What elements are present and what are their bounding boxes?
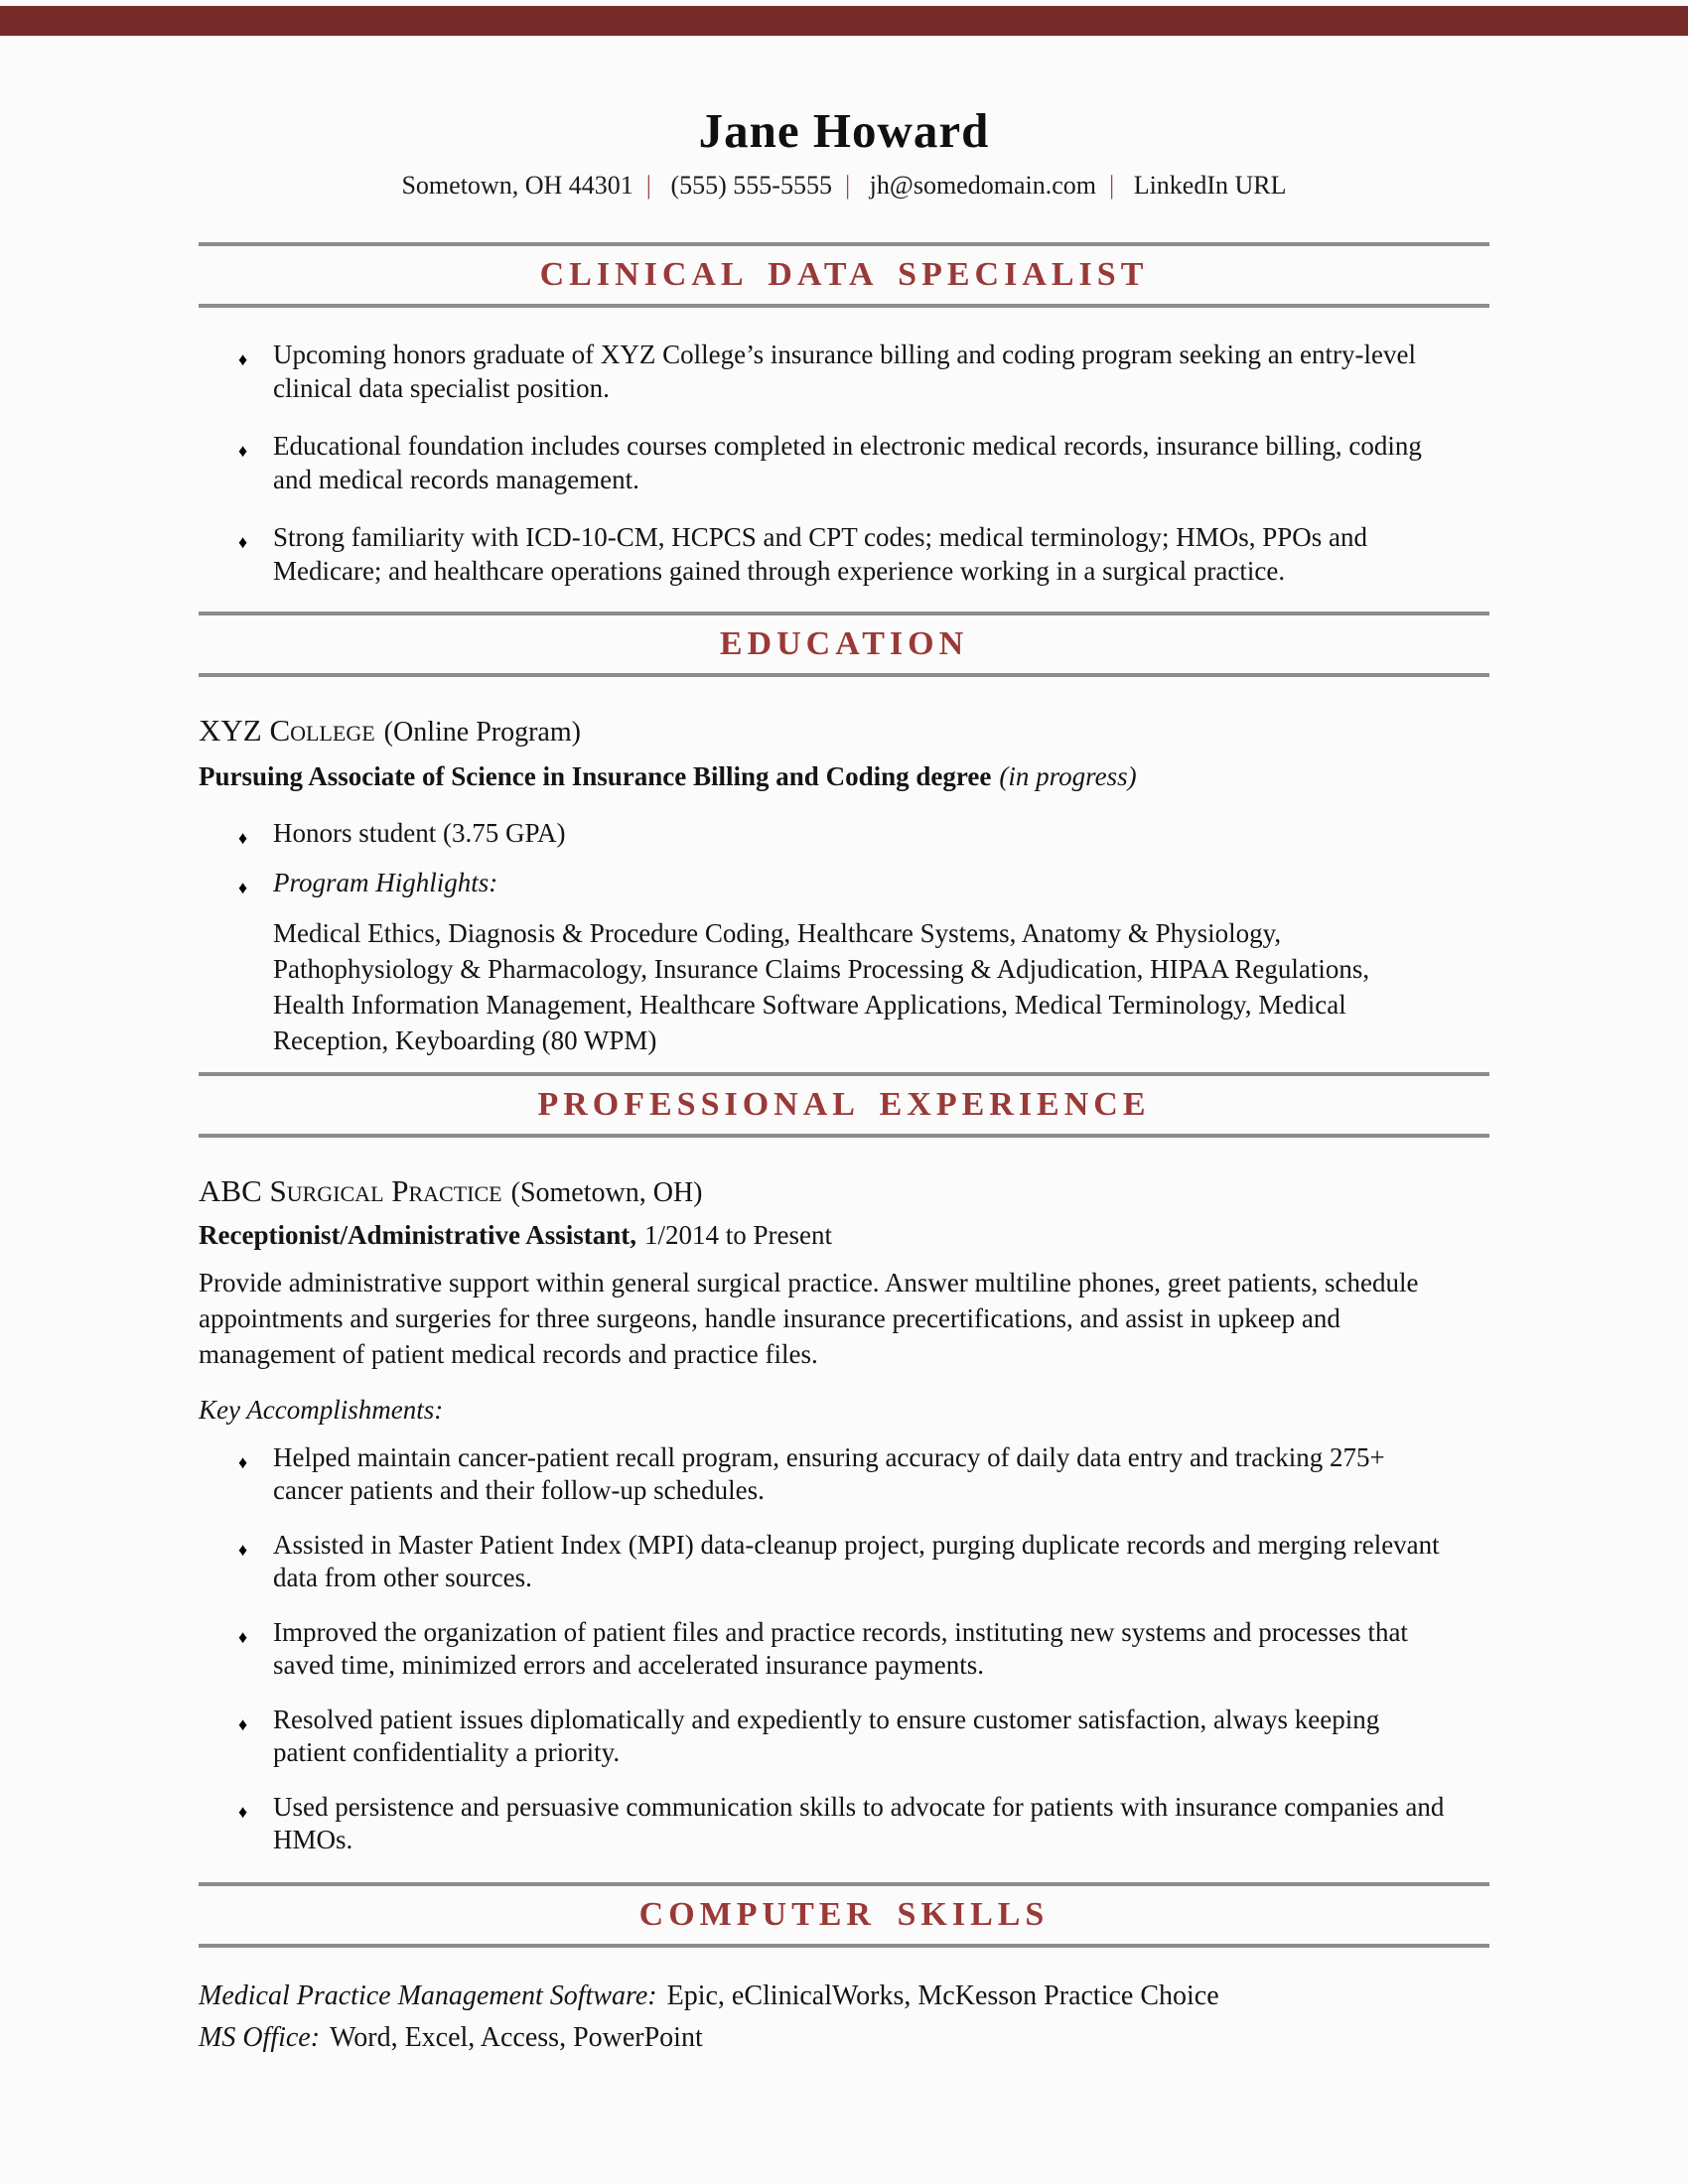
summary-bullet — [199, 520, 1489, 588]
honors-text: Honors student (3.75 GPA) — [273, 818, 566, 848]
contact-item: Sometown, OH 44301 — [401, 171, 633, 200]
employment-dates: 1/2014 to Present — [644, 1220, 832, 1250]
top-accent-bar — [0, 6, 1688, 36]
headline-banner — [199, 242, 1489, 308]
degree-name: Pursuing Associate of Science in Insurance Billing and Coding degree — [199, 761, 992, 791]
skill-row — [199, 2017, 1489, 2059]
contact-line — [199, 169, 1489, 203]
employer-line — [199, 1173, 1489, 1211]
education-bullet-honors — [199, 816, 1489, 850]
education-bullet-highlights — [199, 866, 1489, 899]
diamond-bullet-icon: ♦ — [238, 441, 248, 461]
skill-values: Word, Excel, Access, PowerPoint — [330, 2022, 703, 2053]
experience-section-title: PROFESSIONAL EXPERIENCE — [537, 1086, 1151, 1123]
section-heading-education — [199, 612, 1489, 677]
accomplishment-bullet — [199, 1616, 1489, 1682]
skills-rows — [199, 1976, 1489, 2059]
accomplishment-bullet — [199, 1791, 1489, 1856]
school-note: (Online Program) — [383, 717, 581, 748]
degree-status: (in progress) — [999, 761, 1137, 791]
program-highlights-label: Program Highlights: — [273, 868, 498, 897]
education-block — [199, 713, 1489, 1058]
employer-name: ABC Surgical Practice — [199, 1173, 502, 1208]
accomplishment-text: Assisted in Master Patient Index (MPI) data-cleanup project, purging duplicate records and merging relevant data from other sources. — [273, 1530, 1440, 1592]
education-section-title: EDUCATION — [719, 625, 969, 662]
role-line — [199, 1219, 1489, 1251]
diamond-bullet-icon: ♦ — [238, 532, 248, 552]
accomplishment-text: Used persistence and persuasive communication skills to advocate for patients with insurance companies and HMOs. — [273, 1792, 1445, 1854]
accomplishment-text: Resolved patient issues diplomatically and expediently to ensure customer satisfaction, always keeping patient confidentiality a priority. — [273, 1705, 1380, 1767]
contact-item: (555) 555-5555 — [670, 171, 832, 200]
contact-separator: | — [844, 171, 851, 200]
skill-category-label: MS Office: — [199, 2022, 321, 2053]
summary-bullet-text: Educational foundation includes courses completed in electronic medical records, insurance billing, coding and medical records management. — [273, 431, 1422, 494]
accomplishment-text: Improved the organization of patient files and practice records, instituting new systems and processes that saved time, minimized errors and accelerated insurance payments. — [273, 1617, 1408, 1680]
program-highlights-text: Medical Ethics, Diagnosis & Procedure Coding, Healthcare Systems, Anatomy & Physiology, Pathophysiology & Pharmacology, Insurance Claims Processing & Adjudication, HIPAA Regulations, Health Information Management, Healthcare Software Applications, Medical Terminology, Medical Reception, Keyboarding (80 WPM) — [273, 918, 1370, 1055]
diamond-bullet-icon: ♦ — [238, 1627, 248, 1647]
employer-location: (Sometown, OH) — [510, 1177, 703, 1208]
key-accomplishments-label: Key Accomplishments: — [199, 1395, 444, 1425]
summary-bullet-text: Strong familiarity with ICD-10-CM, HCPCS and CPT codes; medical terminology; HMOs, PPOs and Medicare; and healthcare operations gained through experience working in a surgical practice. — [273, 522, 1367, 586]
skill-values: Epic, eClinicalWorks, McKesson Practice Choice — [666, 1980, 1219, 2011]
diamond-bullet-icon: ♦ — [238, 1802, 248, 1822]
diamond-bullet-icon: ♦ — [238, 1452, 248, 1472]
diamond-bullet-icon: ♦ — [238, 828, 248, 848]
diamond-bullet-icon: ♦ — [238, 1540, 248, 1560]
contact-separator: | — [645, 171, 651, 200]
diamond-bullet-icon: ♦ — [238, 349, 248, 369]
school-line — [199, 713, 1489, 751]
job-title: Receptionist/Administrative Assistant, — [199, 1220, 636, 1250]
degree-line — [199, 760, 1489, 792]
diamond-bullet-icon: ♦ — [238, 878, 248, 897]
accomplishment-bullet — [199, 1441, 1489, 1507]
page-title: Jane Howard — [698, 103, 990, 158]
section-heading-experience — [199, 1072, 1489, 1138]
experience-block — [199, 1173, 1489, 1856]
summary-bullet-list — [199, 338, 1489, 588]
summary-bullet-text: Upcoming honors graduate of XYZ College’s insurance billing and coding program seeking an entry-level clinical data specialist position. — [273, 340, 1416, 403]
contact-separator: | — [1108, 171, 1115, 200]
accomplishment-bullet — [199, 1704, 1489, 1769]
contact-item: LinkedIn URL — [1133, 171, 1287, 200]
skill-row — [199, 1976, 1489, 2017]
accomplishments-list — [199, 1441, 1489, 1856]
school-name: XYZ College — [199, 713, 375, 748]
diamond-bullet-icon: ♦ — [238, 1714, 248, 1734]
accomplishment-text: Helped maintain cancer-patient recall program, ensuring accuracy of daily data entry and tracking 275+ cancer patients and their follow-up schedules. — [273, 1442, 1385, 1505]
resume-content — [199, 101, 1489, 2059]
headline-title: CLINICAL DATA SPECIALIST — [539, 256, 1149, 293]
skill-category-label: Medical Practice Management Software: — [199, 1980, 657, 2011]
job-description: Provide administrative support within general surgical practice. Answer multiline phones, greet patients, schedule appointments and surgeries for three surgeons, handle insurance precertifications, and assist in upkeep and management of patient medical records and practice files. — [199, 1268, 1419, 1369]
skills-section-title: COMPUTER SKILLS — [638, 1896, 1050, 1933]
summary-bullet — [199, 338, 1489, 405]
accomplishment-bullet — [199, 1529, 1489, 1594]
section-heading-skills — [199, 1882, 1489, 1948]
contact-item: jh@somedomain.com — [869, 171, 1096, 200]
summary-bullet — [199, 429, 1489, 496]
